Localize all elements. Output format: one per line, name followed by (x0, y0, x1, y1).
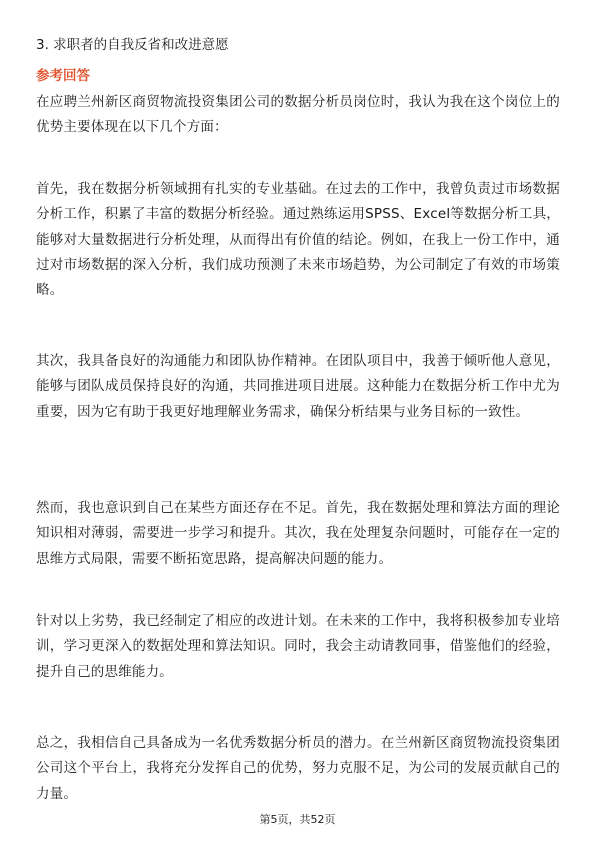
question-title: 3. 求职者的自我反省和改进意愿 (36, 37, 229, 53)
answer-paragraph: 针对以上劣势，我已经制定了相应的改进计划。在未来的工作中，我将积极参加专业培训，学习更深入的数据处理和算法知识。同时，我会主动请教同事，借鉴他们的经验，提升自己的思维能力。 (36, 613, 560, 680)
answer-label: 参考回答 (36, 68, 90, 84)
answer-paragraph: 然而，我也意识到自己在某些方面还存在不足。首先，我在数据处理和算法方面的理论知识相对薄弱，需要进一步学习和提升。其次，我在处理复杂问题时，可能存在一定的思维方式局限，需要不断拓宽思路，提高解决问题的能力。 (36, 500, 560, 567)
answer-paragraph: 其次，我具备良好的沟通能力和团队协作精神。在团队项目中，我善于倾听他人意见，能够与团队成员保持良好的沟通，共同推进项目进展。这种能力在数据分析工作中尤为重要，因为它有助于我更好地理解业务需求，确保分析结果与业务目标的一致性。 (36, 353, 560, 420)
answer-paragraph: 总之，我相信自己具备成为一名优秀数据分析员的潜力。在兰州新区商贸物流投资集团公司这个平台上，我将充分发挥自己的优势，努力克服不足，为公司的发展贡献自己的力量。 (36, 735, 560, 802)
answer-paragraph: 在应聘兰州新区商贸物流投资集团公司的数据分析员岗位时，我认为我在这个岗位上的优势主要体现在以下几个方面： (36, 94, 560, 136)
answer-paragraph: 首先，我在数据分析领域拥有扎实的专业基础。在过去的工作中，我曾负责过市场数据分析工作，积累了丰富的数据分析经验。通过熟练运用SPSS、Excel等数据分析工具，能够对大量数据进行分析处理，从而得出有价值的结论。例如，在我上一份工作中，通过对市场数据的深入分析，我们成功预测了未来市场趋势，为公司制定了有效的市场策略。 (36, 181, 560, 299)
page-number: 第5页，共52页 (259, 813, 336, 826)
